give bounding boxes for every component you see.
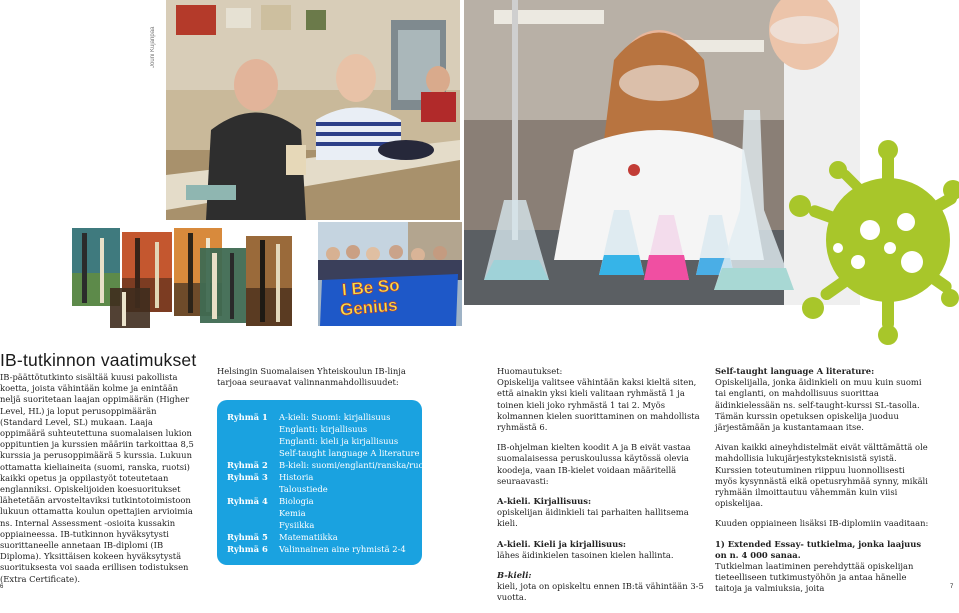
- extended-essay-title: 1) Extended Essay- tutkielma, jonka laajuus on n. 4 000 sanaa.: [715, 538, 922, 560]
- column-1: [0, 372, 197, 594]
- sign-line-2: Genius: [339, 295, 399, 320]
- a-literature-text: opiskelijan äidinkieli tai parhaiten hallitsema kieli.: [497, 507, 689, 529]
- notes-title: Huomautukset:: [497, 366, 563, 376]
- group-label: Ryhmä 4: [227, 496, 268, 506]
- combinations-text: Aivan kaikki aineyhdistelmät eivät välttämättä ole mahdollisia lukujärjestyksteknisistä syistä. Kurssien toteutuminen riippuu luonnollisesti myös kysynnästä eikä opetusryhmää synny, mikäli ryhmään ilmoittautuu vähemmän kuin viisi opiskelijaa.: [715, 442, 928, 509]
- group-item: Biologia: [279, 496, 314, 506]
- a-language-text: lähes äidinkielen tasoinen kielen hallinta.: [497, 549, 674, 560]
- virus-decoration-icon: [778, 140, 959, 345]
- group-item: Kemia: [279, 508, 306, 518]
- group-label: Ryhmä 2: [227, 460, 268, 470]
- genius-sign-photo: [318, 222, 462, 326]
- column-3: [497, 366, 707, 613]
- group-label: Ryhmä 5: [227, 532, 268, 542]
- paintings-photo: [70, 228, 292, 331]
- group-item: A-kieli: Suomi: kirjallisuus: [279, 412, 391, 422]
- group-item: B-kieli: suomi/englanti/ranska/ruotsi: [279, 460, 434, 470]
- classroom-photo: [166, 0, 460, 220]
- group-item: Matematiikka: [279, 532, 338, 542]
- page-number-right: 7: [950, 584, 954, 590]
- group-item: Self-taught language A literature: [279, 448, 420, 458]
- options-intro: Helsingin Suomalaisen Yhteiskoulun IB-linja tarjoaa seuraavat valinnanmahdollisuudet:: [217, 366, 406, 388]
- group-item: Valinnainen aine ryhmistä 2-4: [279, 544, 406, 554]
- sign-line-1: I Be So: [341, 275, 401, 300]
- requirements-text: IB-päättötutkinto sisältää kuusi pakollista koetta, joista vähintään kolme ja enintään neljä suoritetaan laajan oppimäärän (Higher Level, HL) ja loput perusoppimäärän (Standard Level, SL) mukaan. Laaja oppimäärä suhteutettuna suomalaisen lukion oppituntien ja kurssien määriin tarkoittaa 8,5 kurssia ja perusoppimäärä 5 kurssia. Lukuun ottamatta kieliaineita (suomi, ranska, ruotsi) kaikki opetus ja oppilastyöt toteutetaan englanniksi. Opiskelijoiden koesuoritukset lähetetään arvosteltaviksi tutkintotoimistoon lukuun ottamatta koulun opettajien arvioimia ns. Internal Assessment -osioita kussakin oppiaineessa. IB-tutkinnon hyväksytysti suorittaneelle annetaan IB-diplomi (IB Diploma). Yksittäisen kokeen hyväksytystä suorituksesta voi saada erillisen todistuksen (Extra Certificate).: [0, 372, 194, 584]
- diploma-requirements-text: Kuuden oppiaineen lisäksi IB-diplomiin vaaditaan:: [715, 518, 929, 529]
- b-language-title: B-kieli:: [497, 570, 532, 581]
- group-item: Taloustiede: [279, 484, 328, 494]
- group-item: Historia: [279, 472, 314, 482]
- group-item: Fysiikka: [279, 520, 315, 530]
- group-label: Ryhmä 6: [227, 544, 268, 554]
- b-language-text: kieli, jota on opiskeltu ennen IB:tä vähintään 3-5 vuotta.: [497, 581, 704, 603]
- group-item: Englanti: kieli ja kirjallisuus: [279, 436, 399, 446]
- group-label: Ryhmä 1: [227, 412, 268, 422]
- column-2: [217, 366, 427, 397]
- page-title: IB-tutkinnon vaatimukset: [0, 350, 197, 370]
- photo-credit: Jouni Kujanpää: [150, 26, 156, 68]
- notes-text: Opiskelija valitsee vähintään kaksi kieltä siten, että ainakin yksi kieli valitaan ryhmästä 1 ja toinen kieli joko ryhmästä 1 tai 2. Myös kolmannen kielen suorittaminen on mahdollista ryhmästä 6.: [497, 377, 700, 433]
- ib-codes-text: IB-ohjelman kielten koodit A ja B eivät vastaa suomalaisessa peruskoulussa käytössä olevia koodeja, vaan IB-kielet voidaan määritellä seuraavasti:: [497, 442, 691, 486]
- a-language-title: A-kieli. Kieli ja kirjallisuus:: [497, 538, 627, 549]
- extended-essay-text: Tutkielman laatiminen perehdyttää opiskelijan tieteelliseen tutkimustyöhön ja antaa hänelle taitoja ja valmiuksia, joita: [715, 561, 914, 594]
- column-4: [715, 366, 929, 595]
- a-literature-title: A-kieli. Kirjallisuus:: [497, 496, 592, 507]
- group-label: Ryhmä 3: [227, 472, 268, 482]
- subject-groups-box: [217, 400, 434, 565]
- group-item: Englanti: kirjallisuus: [279, 424, 368, 434]
- self-taught-title: Self-taught language A literature:: [715, 366, 875, 376]
- self-taught-text: Opiskelijalla, jonka äidinkieli on muu kuin suomi tai englanti, on mahdollisuus suorittaa äidinkielessään ns. self-taught-kurssi SL-tasolla. Tämän kurssin opetuksen opiskelija juoduu järjestämään ja kustantamaan itse.: [715, 377, 922, 433]
- page-number-left: 6: [0, 584, 4, 590]
